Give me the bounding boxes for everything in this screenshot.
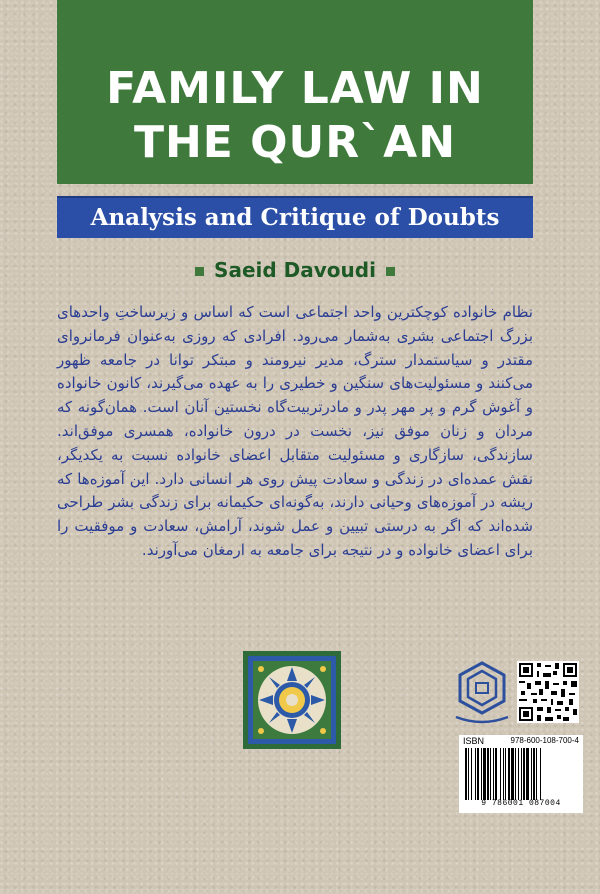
isbn-label: ISBN xyxy=(463,736,485,746)
blurb-paragraph: نظام خانواده کوچکترین واحد اجتماعی است که اساس و زیرساختِ واحدهای بزرگ اجتماعی بشری به‌شمار می‌رود. افرادی که روزی به‌عنوان فرمانروای مقتدر و سیاستمدار سترگ، مدیر نیرومند و مبتکر توانا در جامعه ظهور می‌کنند و مسئولیت‌های سنگین و خطیری را به عهده می‌گیرند، کانون خانواده و آغوش گرم و پر مهر پدر و مادرتربیت‌گاه نخستین آنان است. همان‌گونه که مردان و زنان موفق نیز، نخست در درون خانواده، همسری موفق‌اند. سازندگی، سازگاری و مسئولیت متقابل اعضای خانواده نسبت به یکدیگر، نقش عمده‌ای در زندگی و سعادت پیش روی هر انسانی دارد. این آموزه‌ها که ریشه در آموزه‌های وحیانی دارند، به‌گونه‌ای حکیمانه برای زندگی بشر طراحی شده‌اند که اگر به درستی تبیین و عمل شوند، آرامش، سعادت و موفقیت را برای اعضای خانواده و در نتیجه برای جامعه به ارمغان می‌آورند. xyxy=(57,303,533,559)
isbn-number: 978-600-108-700-4 xyxy=(510,736,579,745)
geometric-medallion-icon xyxy=(243,651,341,749)
qr-code-icon xyxy=(517,661,579,723)
bullet-square-icon xyxy=(386,267,395,276)
subtitle-text: Analysis and Critique of Doubts xyxy=(90,204,500,231)
title-line-2: THE QUR`AN xyxy=(133,117,457,168)
subtitle-banner xyxy=(57,196,533,238)
barcode-icon xyxy=(463,748,579,800)
title-panel xyxy=(57,0,533,184)
author-line xyxy=(57,256,533,284)
author-name: Saeid Davoudi xyxy=(214,258,376,282)
isbn-barcode-box xyxy=(459,735,583,813)
bullet-square-icon xyxy=(195,267,204,276)
publisher-logo-icon xyxy=(452,661,512,727)
barcode-digits: 9 786001 087004 xyxy=(481,799,561,808)
title-line-1: FAMILY LAW IN xyxy=(106,63,484,114)
